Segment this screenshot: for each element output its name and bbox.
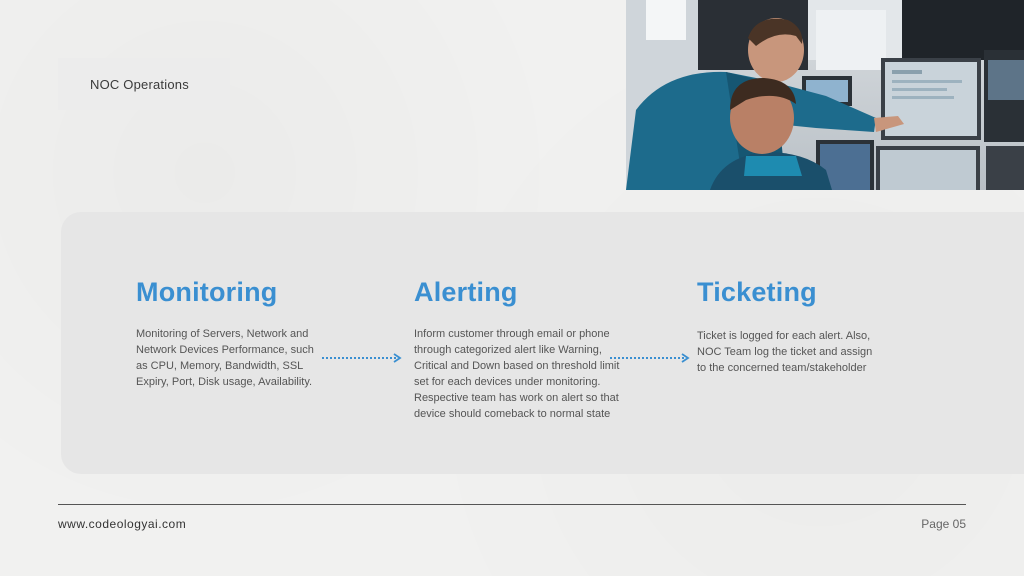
monitoring-description: Monitoring of Servers, Network and Network Devices Performance, such as CPU, Memory, Bandwidth, SSL Expiry, Port, Disk usage, Availability. — [136, 328, 314, 388]
ticketing-description: Ticket is logged for each alert. Also, NOC Team log the ticket and assign to the concerned team/stakeholder — [697, 330, 873, 374]
alerting-title: Alerting — [414, 277, 518, 307]
alerting-column — [414, 276, 624, 422]
page-number: Page 05 — [921, 517, 966, 531]
dotted-arrow-right-icon — [320, 352, 404, 364]
monitoring-column — [136, 276, 326, 390]
footer-divider — [58, 504, 966, 505]
ticketing-title: Ticketing — [697, 277, 817, 307]
control-room-photo — [626, 0, 1024, 190]
section-tag-label: NOC Operations — [90, 76, 189, 92]
control-room-illustration — [626, 0, 1024, 190]
footer-website: www.codeologyai.com — [58, 517, 187, 531]
section-tag — [58, 58, 230, 110]
monitoring-title: Monitoring — [136, 277, 278, 307]
alerting-description: Inform customer through email or phone through categorized alert like Warning, Critical and Down based on threshold limit set for each devices under monitoring. Respective team has work on alert so that device should comeback to normal state — [414, 328, 620, 420]
dotted-arrow-right-icon — [608, 352, 692, 364]
ticketing-column — [697, 276, 877, 376]
